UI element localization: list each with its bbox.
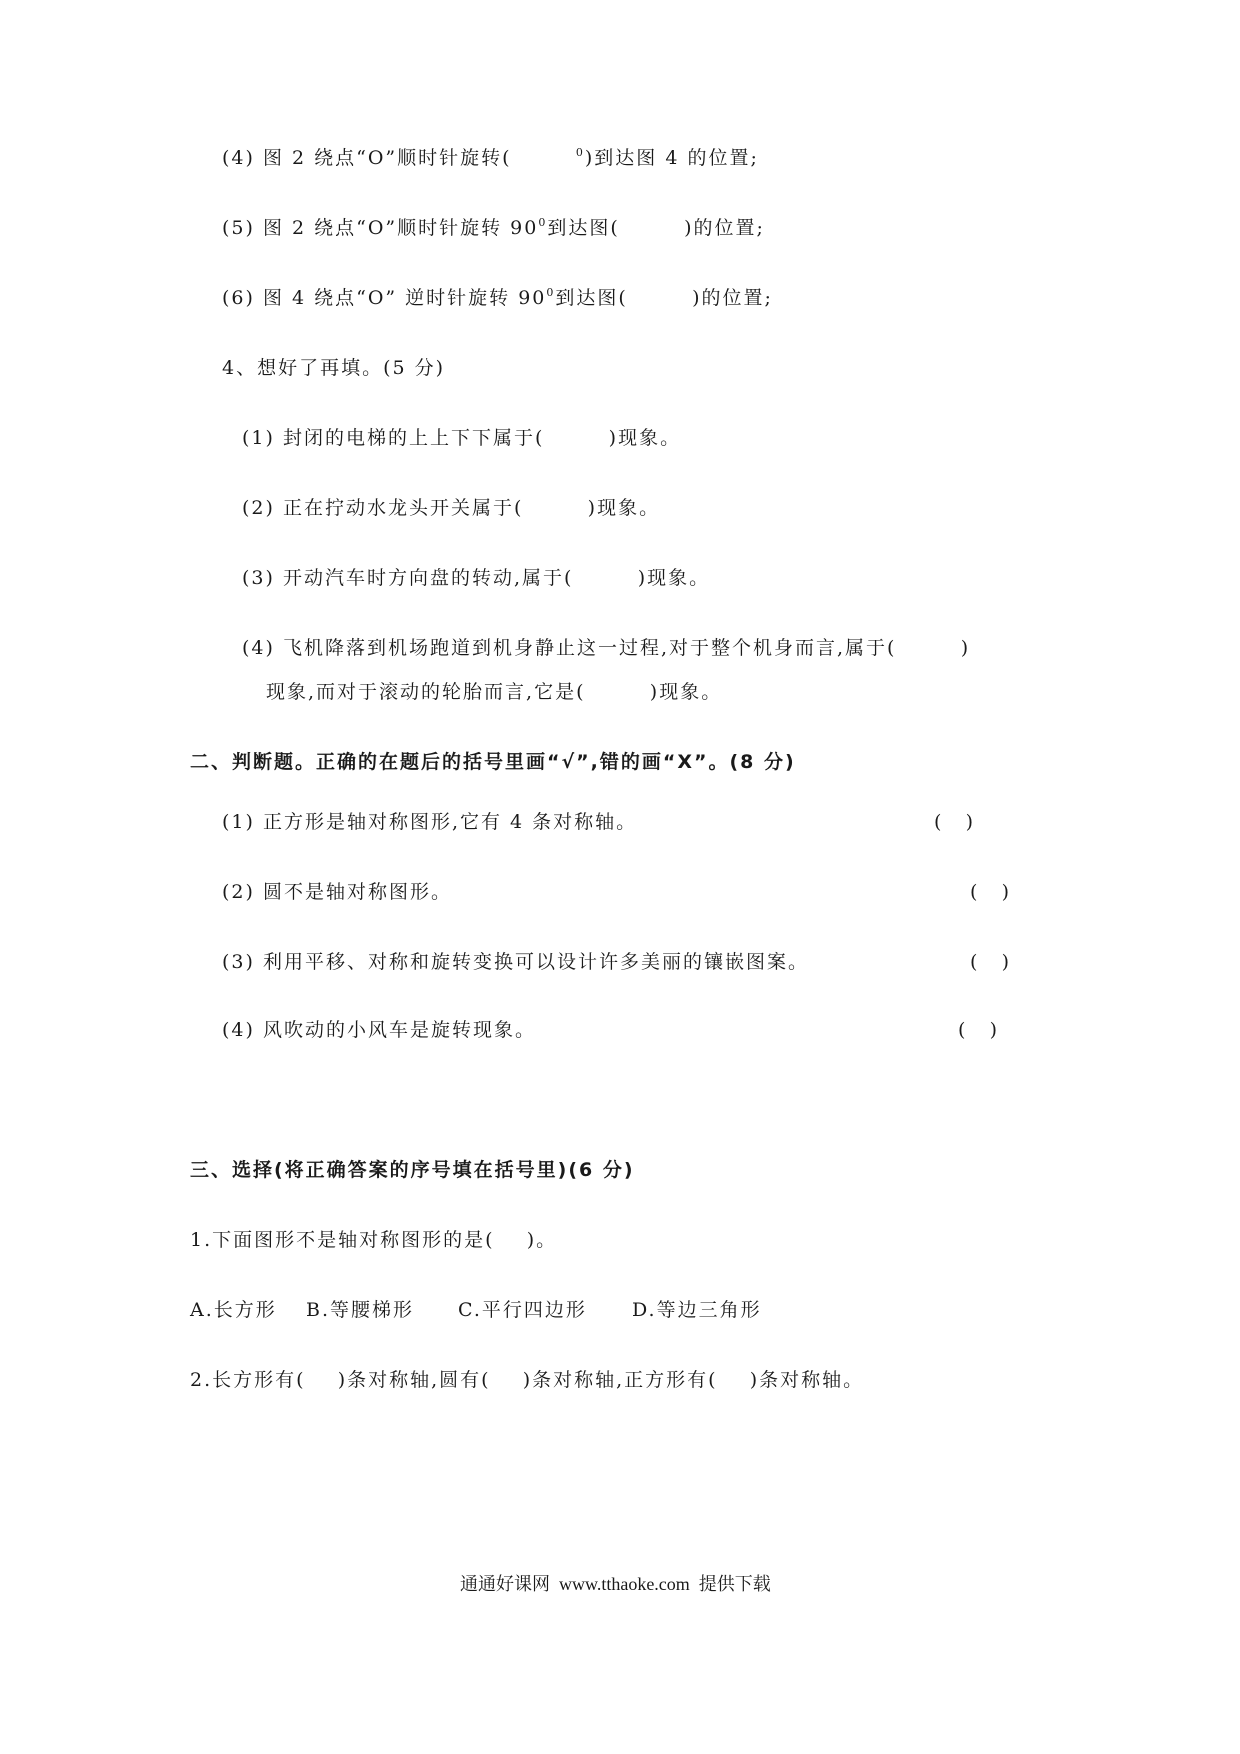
question4-title: 4、想好了再填。(5 分) (222, 357, 446, 379)
section2-title: 二、判断题。正确的在题后的括号里画“√”,错的画“X”。(8 分) (190, 751, 796, 773)
judge-item-2-blank: ( ) (970, 881, 1009, 903)
rotation-q6: (6) 图 4 绕点“O” 逆时针旋转 $90^0$到达图( )的位置; (222, 286, 773, 309)
judge-item-2-text: (2) 圆不是轴对称图形。 (222, 881, 452, 903)
judge-item-3-blank: ( ) (970, 951, 1009, 973)
choice-option-c: C.平行四边形 (458, 1299, 587, 1321)
section3-title: 三、选择(将正确答案的序号填在括号里)(6 分) (190, 1159, 635, 1181)
question4-item-2: (2) 正在拧动水龙头开关属于( )现象。 (242, 497, 661, 519)
judge-item-4-text: (4) 风吹动的小风车是旋转现象。 (222, 1019, 536, 1041)
rotation-q4: (4) 图 2 绕点“O”顺时针旋转( $^0$)到达图 4 的位置; (222, 146, 759, 169)
choice-option-a: A.长方形 (190, 1299, 277, 1321)
footer-source: 通通好课网 www.tthaoke.com 提供下载 (460, 1574, 771, 1594)
question4-item-4: (4) 飞机降落到机场跑道到机身静止这一过程,对于整个机身而言,属于( ) (242, 637, 971, 659)
choice-q2: 2.长方形有( )条对称轴,圆有( )条对称轴,正方形有( )条对称轴。 (190, 1369, 865, 1391)
judge-item-1-text: (1) 正方形是轴对称图形,它有 4 条对称轴。 (222, 811, 638, 833)
question4-item-1: (1) 封闭的电梯的上上下下属于( )现象。 (242, 427, 682, 449)
choice-option-d: D.等边三角形 (632, 1299, 762, 1321)
question4-item-4-cont: 现象,而对于滚动的轮胎而言,它是( )现象。 (266, 681, 723, 703)
choice-option-b: B.等腰梯形 (306, 1299, 415, 1321)
question4-item-3: (3) 开动汽车时方向盘的转动,属于( )现象。 (242, 567, 711, 589)
choice-q1: 1.下面图形不是轴对称图形的是( )。 (190, 1229, 558, 1251)
rotation-q5: (5) 图 2 绕点“O”顺时针旋转 $90^0$到达图( )的位置; (222, 216, 765, 239)
judge-item-4-blank: ( ) (958, 1019, 997, 1041)
judge-item-3-text: (3) 利用平移、对称和旋转变换可以设计许多美丽的镶嵌图案。 (222, 951, 809, 973)
judge-item-1-blank: ( ) (934, 811, 973, 833)
